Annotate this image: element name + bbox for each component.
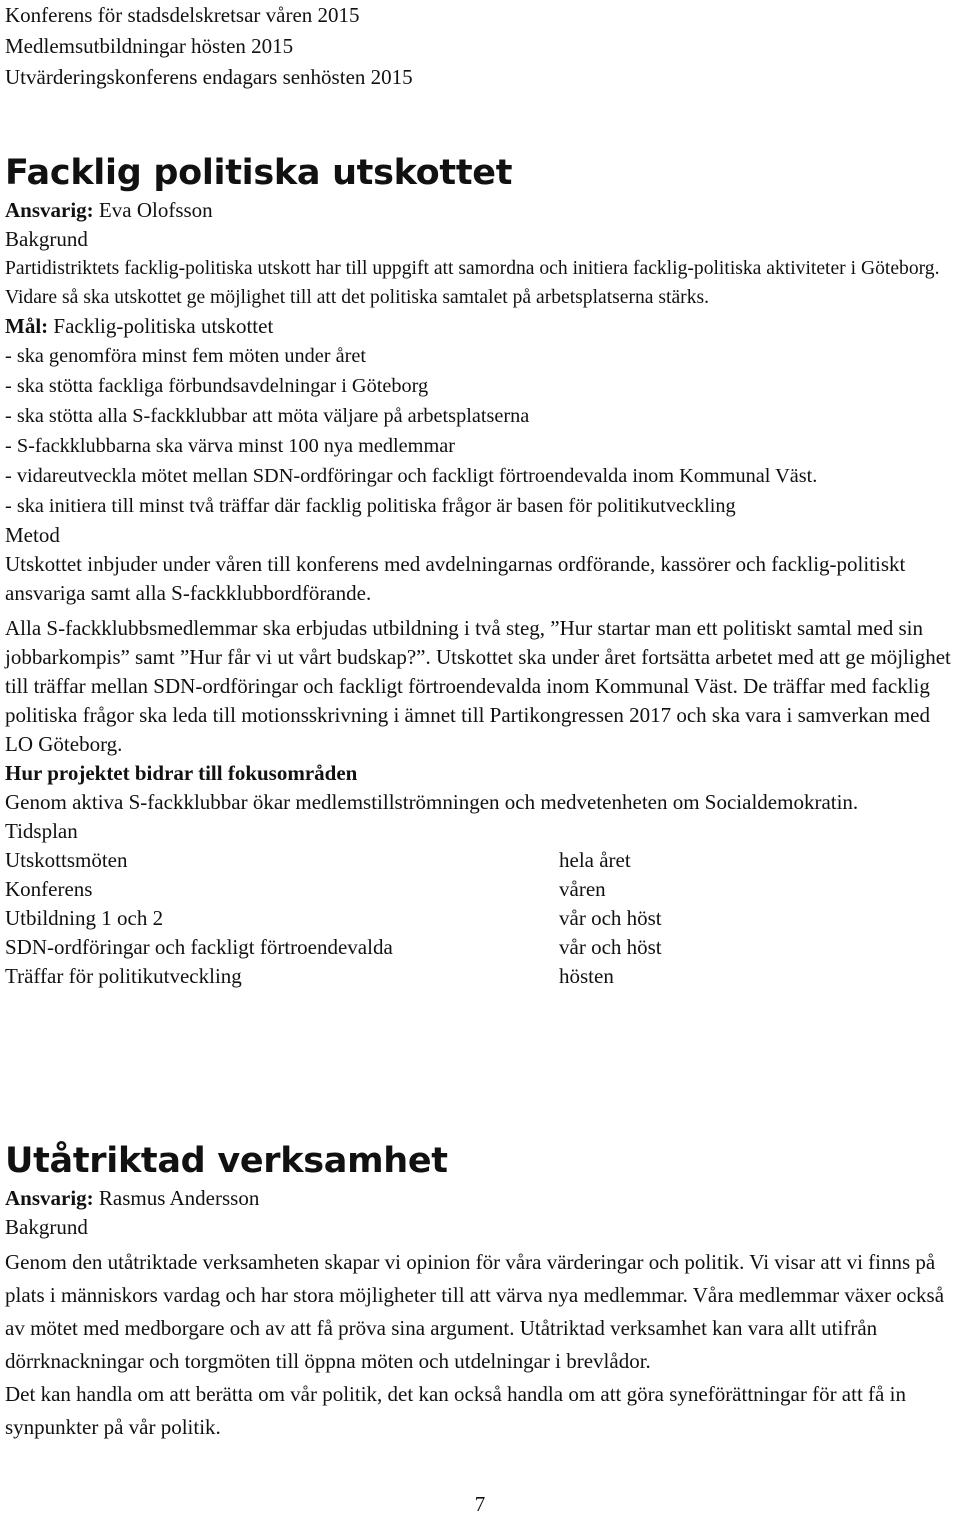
timeline-item: SDN-ordföringar och fackligt förtroendevalda bbox=[5, 935, 393, 959]
goal-item: - ska stötta alla S-fackklubbar att möta väljare på arbetsplatserna bbox=[5, 405, 530, 427]
goal-text: Facklig-politiska utskottet bbox=[48, 314, 274, 338]
focus-text: Genom aktiva S-fackklubbar ökar medlemstillströmningen och medvetenheten om Socialdemokratin. bbox=[5, 790, 859, 814]
background-heading: Bakgrund bbox=[5, 227, 88, 251]
timeline-item: Träffar för politikutveckling bbox=[5, 964, 242, 988]
timeline-when: hösten bbox=[559, 964, 614, 988]
timeline-row bbox=[5, 904, 957, 933]
responsible-line bbox=[5, 196, 957, 225]
goal-item: - ska genomföra minst fem möten under året bbox=[5, 345, 367, 367]
background-text: Partidistriktets facklig-politiska utskott har till uppgift att samordna och initiera facklig-politiska aktiviteter i Göteborg. Vidare så ska utskottet ge möjlighet till att det politiska samtalet på arbetsplatserna stärks. bbox=[5, 258, 940, 308]
timeline-row bbox=[5, 933, 957, 962]
timeline-table bbox=[5, 846, 957, 991]
responsible-line bbox=[5, 1184, 957, 1213]
responsible-label: Ansvarig: bbox=[5, 1186, 94, 1210]
goal-item: - ska initiera till minst två träffar där facklig politiska frågor är basen för politikutveckling bbox=[5, 495, 736, 517]
responsible-label: Ansvarig: bbox=[5, 198, 94, 222]
background-paragraph: Det kan handla om att berätta om vår politik, det kan också handla om att göra syneförättningar för att få in synpunkter på vår politik. bbox=[5, 1382, 906, 1439]
timeline-row bbox=[5, 962, 957, 991]
method-text-2: Alla S-fackklubbsmedlemmar ska erbjudas utbildning i två steg, ”Hur startar man ett politiskt samtal med sin jobbarkompis” samt ”Hur får vi ut vårt budskap?”. Utskottet ska under året fortsätta arbetet med att ge möjlighet till träffar mellan SDN-ordföringar och fackligt förtroendevalda inom Kommunal Väst. De träffar med facklig politiska frågor ska leda till motionsskrivning i ämnet till Partikongressen 2017 och ska vara i samverkan med LO Göteborg. bbox=[5, 616, 951, 756]
timeline-item: Konferens bbox=[5, 877, 93, 901]
background-heading: Bakgrund bbox=[5, 1215, 88, 1239]
focus-heading: Hur projektet bidrar till fokusområden bbox=[5, 761, 358, 785]
timeline-row bbox=[5, 846, 957, 875]
method-heading: Metod bbox=[5, 523, 60, 547]
section-title: Facklig politiska utskottet bbox=[5, 153, 513, 193]
timeline-item: Utskottsmöten bbox=[5, 848, 128, 872]
responsible-name: Eva Olofsson bbox=[93, 198, 213, 222]
timeline-when: vår och höst bbox=[559, 906, 662, 930]
section-title: Utåtriktad verksamhet bbox=[5, 1141, 448, 1181]
timeline-row bbox=[5, 875, 957, 904]
method-text: Utskottet inbjuder under våren till konferens med avdelningarnas ordförande, kassörer och facklig-politiskt ansvariga samt alla S-fackklubbordförande. bbox=[5, 552, 906, 605]
goal-line bbox=[5, 312, 957, 341]
timeline-when: våren bbox=[559, 877, 606, 901]
timeline-when: hela året bbox=[559, 848, 631, 872]
goal-item: - ska stötta fackliga förbundsavdelningar i Göteborg bbox=[5, 375, 429, 397]
intro-line: Konferens för stadsdelskretsar våren 2015 bbox=[5, 3, 360, 27]
goal-item: - S-fackklubbarna ska värva minst 100 nya medlemmar bbox=[5, 435, 455, 457]
timeline-heading: Tidsplan bbox=[5, 819, 78, 843]
timeline-item: Utbildning 1 och 2 bbox=[5, 906, 164, 930]
goal-list bbox=[5, 341, 957, 521]
background-paragraph: Genom den utåtriktade verksamheten skapar vi opinion för våra värderingar och politik. Vi visar att vi finns på plats i människors vardag och har stora möjligheter till att värva nya medlemmar. Våra medlemmar växer också av mötet med medborgare och av att få pröva sina argument. Utåtriktad verksamhet kan vara allt utifrån dörrknackningar och torgmöten till öppna möten och utdelningar i brevlådor. bbox=[5, 1250, 945, 1373]
intro-block bbox=[5, 0, 955, 93]
page-number: 7 bbox=[474, 1492, 486, 1516]
section-utatriktad bbox=[5, 1138, 957, 1444]
goal-item: - vidareutveckla mötet mellan SDN-ordföringar och fackligt förtroendevalda inom Kommunal Väst. bbox=[5, 465, 818, 487]
timeline-when: vår och höst bbox=[559, 935, 662, 959]
goal-label: Mål: bbox=[5, 314, 49, 338]
responsible-name: Rasmus Andersson bbox=[93, 1186, 260, 1210]
intro-line: Utvärderingskonferens endagars senhösten 2015 bbox=[5, 65, 413, 89]
section-facklig-politiska bbox=[5, 150, 957, 991]
intro-line: Medlemsutbildningar hösten 2015 bbox=[5, 34, 294, 58]
